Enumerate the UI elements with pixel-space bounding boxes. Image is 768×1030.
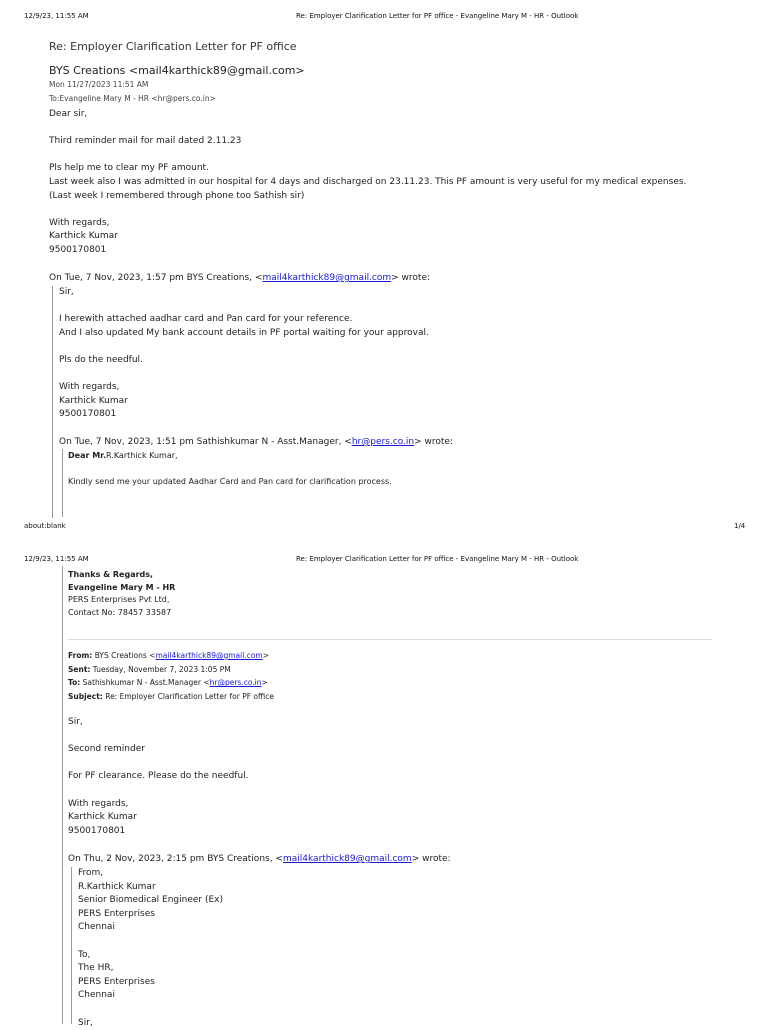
quote1-line: 9500170801	[59, 409, 117, 420]
body-line: Last week also I was admitted in our hospital for 4 days and discharged on 23.11.23. This PF amount is very useful for my medical expenses.	[49, 176, 687, 187]
quote3-line: Chennai	[78, 922, 115, 933]
quote1-line: Sir,	[59, 287, 74, 297]
print-title: Re: Employer Clarification Letter for PF office - Evangeline Mary M - HR - Outlook	[296, 12, 579, 20]
quote3-line: To,	[78, 949, 91, 960]
signature-name: Evangeline Mary M - HR	[68, 582, 176, 592]
quote1-line: With regards,	[59, 382, 120, 393]
quote1-line	[59, 368, 429, 382]
quote3-line	[78, 935, 223, 949]
email-recipient: To:Evangeline Mary M - HR <hr@pers.co.in>	[49, 94, 216, 103]
quote3-line: The HR,	[78, 963, 114, 974]
body-line: Pls help me to clear my PF amount.	[49, 163, 209, 174]
quote3-intro-text: On Thu, 2 Nov, 2023, 2:15 pm BYS Creations, <	[68, 854, 283, 864]
fwd-line: With regards,	[68, 798, 129, 809]
quote3-line: Senior Biomedical Engineer (Ex)	[78, 895, 224, 906]
print-page-number: 1/4	[734, 522, 746, 530]
quote3-bar	[71, 867, 72, 1024]
email-subject: Re: Employer Clarification Letter for PF office	[49, 40, 297, 53]
fwd-line	[68, 757, 249, 771]
quote1-line: Karthick Kumar	[59, 395, 128, 406]
quote3-line: Sir,	[78, 1017, 93, 1028]
print-datetime: 12/9/23, 11:55 AM	[24, 555, 89, 563]
fwd-from-link[interactable]: mail4karthick89@gmail.com	[155, 651, 263, 660]
forward-body	[68, 716, 249, 838]
fwd-line: For PF clearance. Please do the needful.	[68, 771, 249, 782]
fwd-sent-label: Sent:	[68, 664, 91, 674]
quote1-intro	[49, 272, 430, 286]
fwd-subject-value: Re: Employer Clarification Letter for PF office	[102, 691, 274, 701]
divider	[68, 639, 712, 640]
quote1-line	[59, 340, 429, 354]
body-line: With regards,	[49, 217, 110, 228]
fwd-from-value: BYS Creations <	[92, 651, 156, 660]
fwd-line: 9500170801	[68, 825, 126, 836]
quote1-line: Pls do the needful.	[59, 354, 143, 365]
body-line	[49, 149, 686, 163]
fwd-line	[68, 784, 249, 798]
quote2-line: Kindly send me your updated Aadhar Card and Pan card for clarification process.	[68, 477, 392, 486]
quote3-line: PERS Enterprises	[78, 908, 155, 919]
quote1-line: I herewith attached aadhar card and Pan card for your reference.	[59, 314, 353, 325]
fwd-subject-row	[68, 690, 274, 704]
quote2-intro-wrote: > wrote:	[414, 437, 453, 447]
body-line: Karthick Kumar	[49, 231, 118, 242]
body-line	[49, 203, 686, 217]
quote2-bar-continued	[62, 566, 63, 1024]
email-date: Mon 11/27/2023 11:51 AM	[49, 80, 149, 89]
quote3-line: From,	[78, 868, 104, 878]
quote2-greeting-bold: Dear Mr.	[68, 451, 106, 460]
quote1-intro-text: On Tue, 7 Nov, 2023, 1:57 pm BYS Creations, <	[49, 273, 263, 283]
fwd-sent-value: Tuesday, November 7, 2023 1:05 PM	[90, 664, 231, 674]
fwd-subject-label: Subject:	[68, 691, 103, 701]
fwd-line: Second reminder	[68, 744, 145, 755]
quote3-line: Chennai	[78, 990, 115, 1001]
quote1-line	[59, 300, 429, 314]
fwd-sent-row	[68, 663, 274, 677]
print-url: about:blank	[24, 522, 66, 530]
fwd-to-value: Sathishkumar N - Asst.Manager <	[80, 678, 210, 688]
signature	[68, 569, 175, 619]
quote3-line: R.Karthick Kumar	[78, 881, 156, 892]
fwd-to-row	[68, 676, 274, 690]
fwd-line: Sir,	[68, 717, 83, 727]
fwd-to-close: >	[261, 678, 268, 688]
fwd-line: Karthick Kumar	[68, 812, 137, 823]
quote1-line: And I also updated My bank account details in PF portal waiting for your approval.	[59, 327, 429, 338]
quote2-intro	[59, 436, 453, 450]
print-datetime: 12/9/23, 11:55 AM	[24, 12, 89, 20]
body-line	[49, 122, 686, 136]
signature-line: Thanks & Regards,	[68, 570, 154, 579]
quote2-intro-text: On Tue, 7 Nov, 2023, 1:51 pm Sathishkumar N - Asst.Manager, <	[59, 437, 352, 447]
quote3-body	[78, 867, 223, 1030]
quote1-intro-wrote: > wrote:	[391, 273, 431, 283]
email-sender[interactable]: BYS Creations <mail4karthick89@gmail.com>	[49, 64, 305, 77]
quote3-line	[78, 1003, 223, 1017]
fwd-to-link[interactable]: hr@pers.co.in	[209, 678, 262, 688]
fwd-from-row	[68, 649, 274, 663]
fwd-from-label: From:	[68, 651, 93, 660]
signature-company: PERS Enterprises Pvt Ltd,	[68, 595, 170, 605]
quote3-intro-wrote: > wrote:	[411, 854, 451, 864]
signature-contact: Contact No: 78457 33587	[68, 607, 172, 617]
fwd-to-label: To:	[68, 678, 81, 688]
quote3-email-link[interactable]: mail4karthick89@gmail.com	[282, 854, 412, 864]
body-line: 9500170801	[49, 244, 107, 255]
quote3-intro	[68, 853, 451, 867]
quote2-email-link[interactable]: hr@pers.co.in	[351, 437, 415, 447]
quote2-greeting	[68, 450, 178, 463]
quote3-line: PERS Enterprises	[78, 976, 155, 987]
body-line: Dear sir,	[49, 109, 88, 119]
email-body	[49, 108, 686, 258]
quote2-greeting-name: R.Karthick Kumar,	[106, 451, 178, 460]
print-title: Re: Employer Clarification Letter for PF office - Evangeline Mary M - HR - Outlook	[296, 555, 579, 563]
body-line: (Last week I remembered through phone too Sathish sir)	[49, 190, 305, 201]
quote1-body	[59, 286, 429, 422]
forward-header	[68, 649, 274, 703]
body-line: Third reminder mail for mail dated 2.11.23	[49, 136, 242, 147]
quote1-email-link[interactable]: mail4karthick89@gmail.com	[262, 273, 392, 283]
fwd-from-close: >	[262, 651, 270, 660]
fwd-line	[68, 730, 249, 744]
